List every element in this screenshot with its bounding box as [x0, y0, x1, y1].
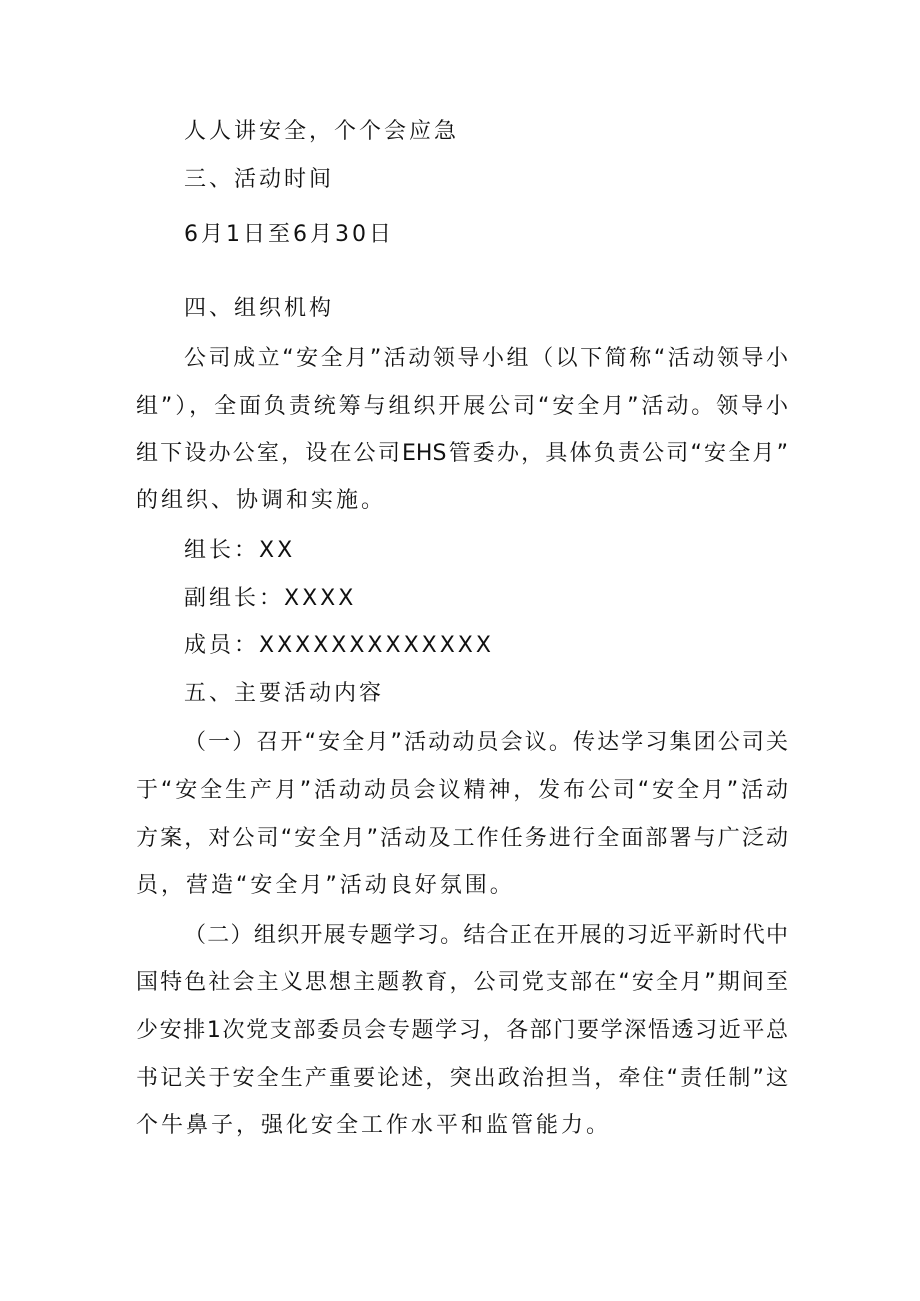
section-4-heading: 四、组织机构 — [184, 296, 335, 321]
slogan-line: 人人讲安全，个个会应急 — [184, 119, 460, 144]
deputy-leader: 副组长：XXXX — [184, 586, 357, 611]
item-2-line: 国特色社会主义思想主题教育，公司党支部在“安全月”期间至 — [136, 970, 788, 995]
item-2-line: 少安排1次党支部委员会专题学习，各部门要学深悟透习近平总 — [136, 1018, 788, 1043]
item-1-line: 员，营造“安全月”活动良好氛围。 — [136, 873, 515, 898]
org-paragraph-line: 的组织、协调和实施。 — [136, 488, 387, 513]
section-5-heading: 五、主要活动内容 — [184, 681, 385, 706]
item-2-line: （二）组织开展专题学习。结合正在开展的习近平新时代中 — [184, 923, 788, 948]
item-2-line: 个牛鼻子，强化安全工作水平和监管能力。 — [136, 1113, 612, 1138]
item-1-line: 方案，对公司“安全月”活动及工作任务进行全面部署与广泛动 — [136, 826, 788, 851]
group-members: 成员：XXXXXXXXXXXXX — [184, 633, 494, 658]
group-leader: 组长：XX — [184, 538, 296, 563]
item-1-line: （一）召开“安全月”活动动员会议。传达学习集团公司关 — [184, 730, 788, 755]
org-paragraph-line: 组下设办公室，设在公司EHS管委办，具体负责公司“安全月” — [136, 441, 788, 466]
item-2-line: 书记关于安全生产重要论述，突出政治担当，牵住“责任制”这 — [136, 1066, 788, 1091]
section-3-heading: 三、活动时间 — [184, 167, 335, 192]
activity-dates: 6月1日至6月30日 — [184, 222, 394, 247]
org-paragraph-line: 公司成立“安全月”活动领导小组（以下简称“活动领导小 — [184, 346, 788, 371]
org-paragraph-line: 组”），全面负责统筹与组织开展公司“安全月”活动。领导小 — [136, 394, 788, 419]
item-1-line: 于“安全生产月”活动动员会议精神，发布公司“安全月”活动 — [136, 778, 788, 803]
